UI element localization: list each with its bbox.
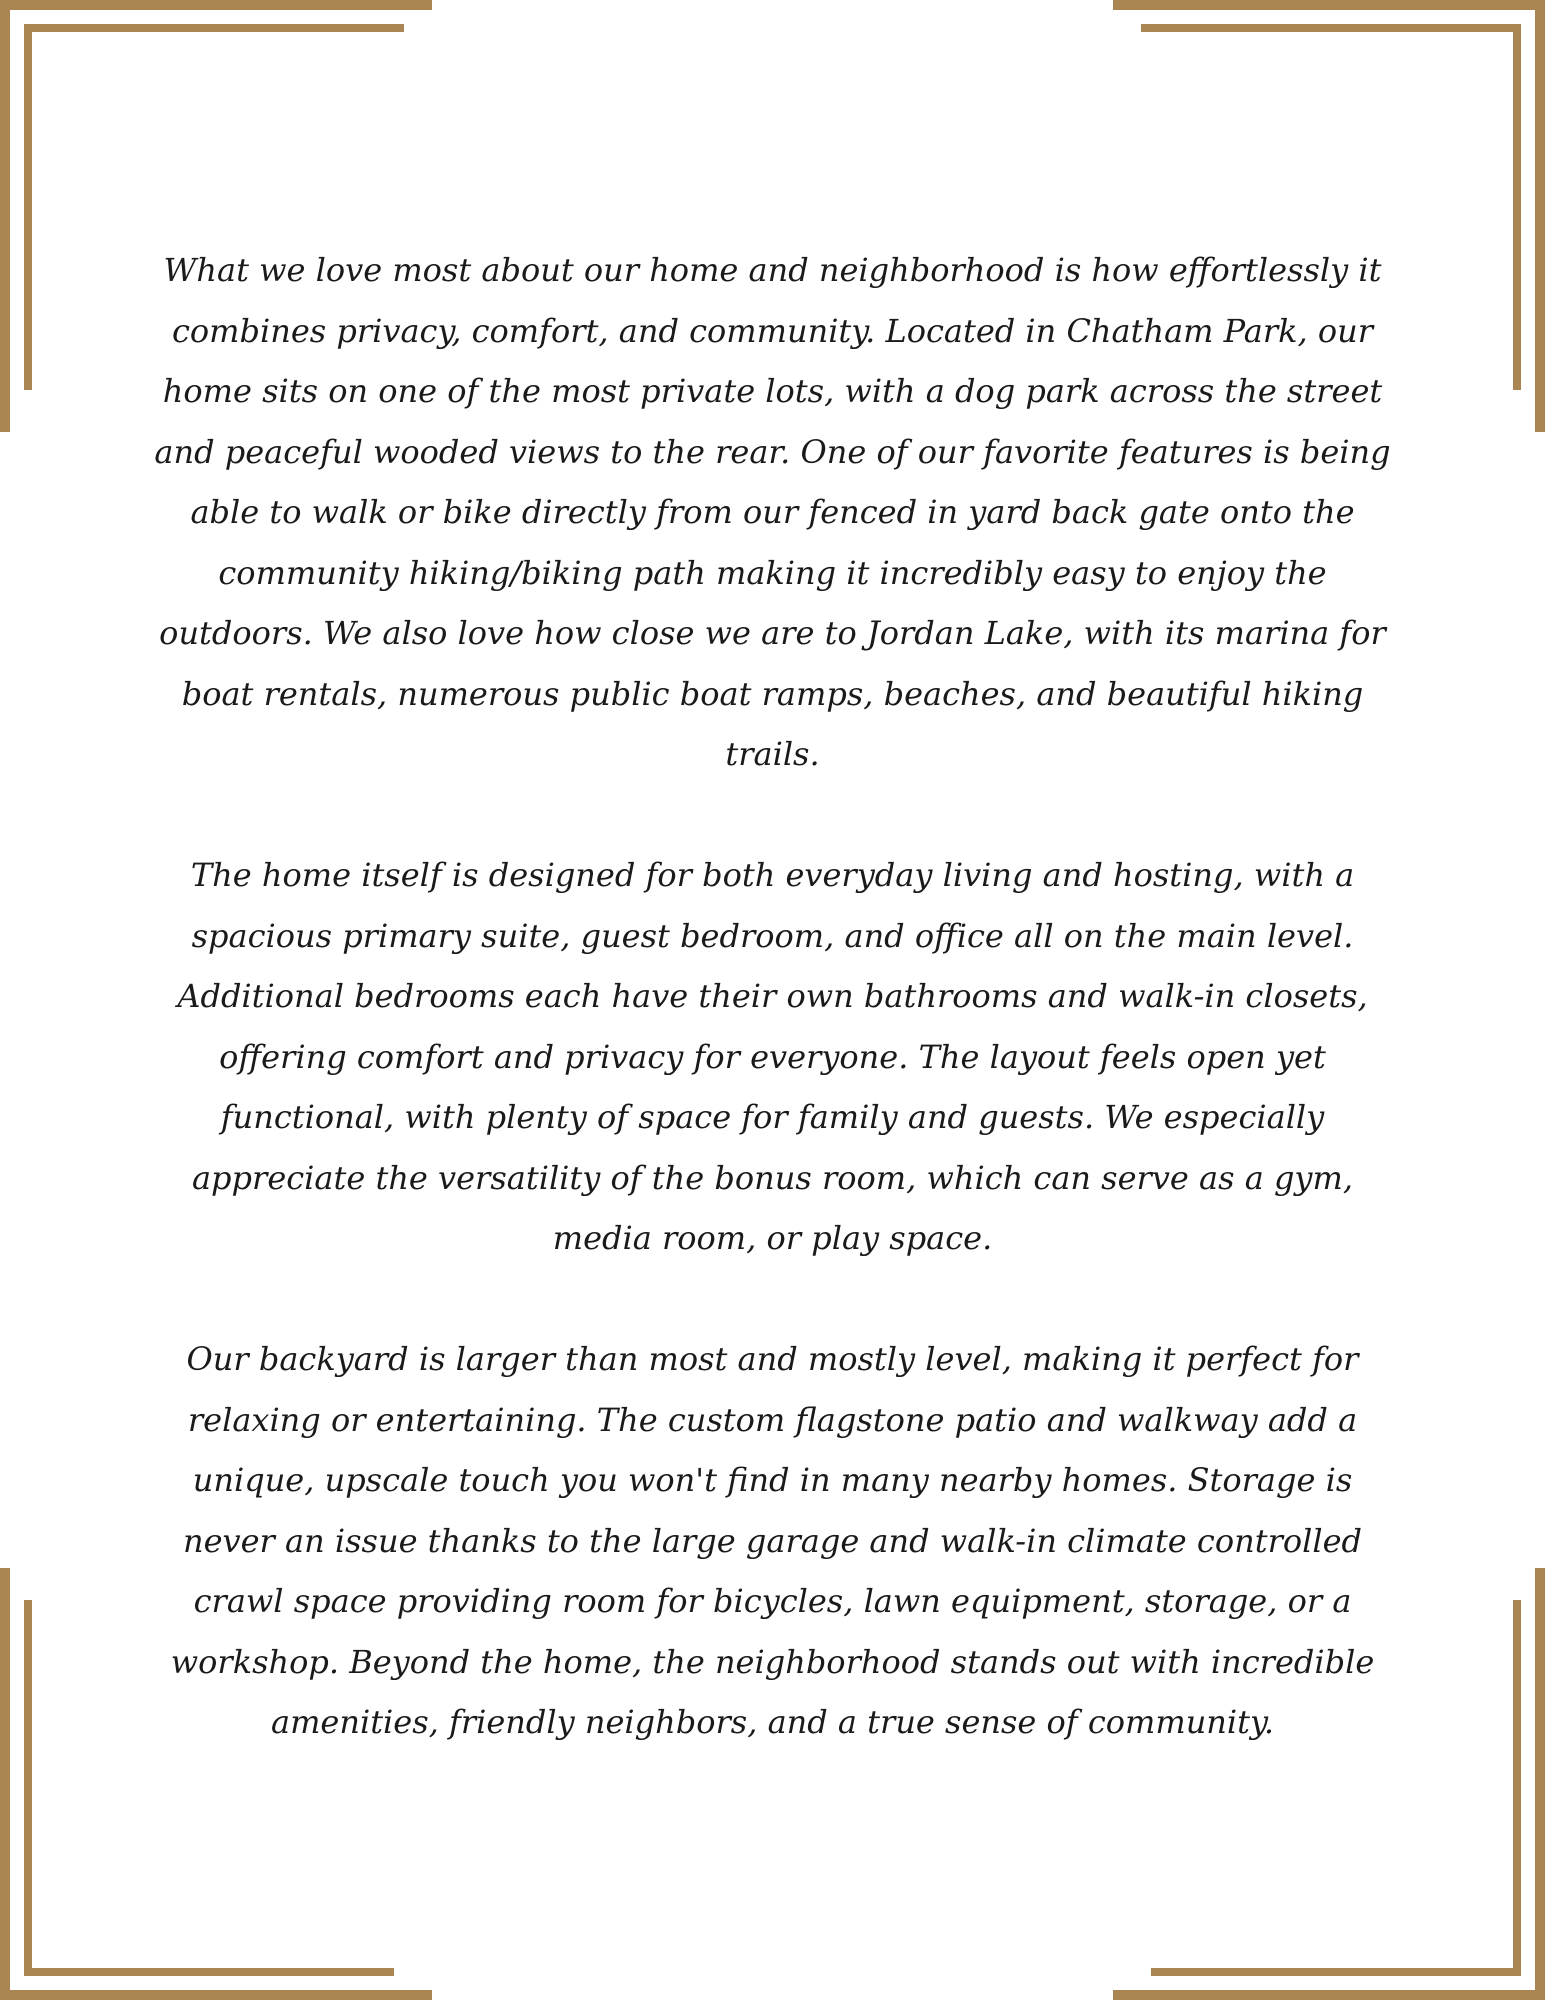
frame-corner-bottom-right <box>1113 1990 1545 2000</box>
frame-corner-bottom-left <box>0 1568 10 2000</box>
frame-corner-bottom-left-inner <box>24 1600 32 1976</box>
frame-corner-bottom-left-inner <box>24 1968 394 1976</box>
frame-corner-bottom-right-inner <box>1151 1968 1521 1976</box>
frame-corner-top-left-inner <box>24 24 404 32</box>
frame-corner-top-left <box>0 0 10 432</box>
body-text <box>150 240 1401 1753</box>
paragraph-neighborhood: What we love most about our home and neighborhood is how effortlessly it combines privacy, comfort, and community. Located in Chatham Park, our home sits on one of the most private lots, with a dog park across the street and peaceful wooded views to the rear. One of our favorite features is being able to walk or bike directly from our fenced in yard back gate onto the community hiking/biking path making it incredibly easy to enjoy the outdoors. We also love how close we are to Jordan Lake, with its marina for boat rentals, numerous public boat ramps, beaches, and beautiful hiking trails. <box>154 251 1401 773</box>
paragraph-home-layout: The home itself is designed for both everyday living and hosting, with a spacious primary suite, guest bedroom, and office all on the main level. Additional bedrooms each have their own bathrooms and walk-in closets, offering comfort and privacy for everyone. The layout feels open yet functional, with plenty of space for family and guests. We especially appreciate the versatility of the bonus room, which can serve as a gym, media room, or play space. <box>177 856 1378 1257</box>
frame-corner-top-left <box>0 0 432 10</box>
paragraph-backyard: Our backyard is larger than most and mostly level, making it perfect for relaxing or entertaining. The custom flagstone patio and walkway add a unique, upscale touch you won't find in many nearby homes. Storage is never an issue thanks to the large garage and walk-in climate controlled crawl space providing room for bicycles, lawn equipment, storage, or a workshop. Beyond the home, the neighborhood stands out with incredible amenities, friendly neighbors, and a true sense of community. <box>170 1340 1385 1741</box>
frame-corner-top-right-inner <box>1513 24 1521 390</box>
frame-corner-bottom-right-inner <box>1513 1600 1521 1976</box>
frame-corner-bottom-right <box>1535 1568 1545 2000</box>
frame-corner-top-right <box>1113 0 1545 10</box>
frame-corner-top-right-inner <box>1141 24 1521 32</box>
frame-corner-top-right <box>1535 0 1545 432</box>
frame-corner-top-left-inner <box>24 24 32 390</box>
frame-corner-bottom-left <box>0 1990 432 2000</box>
